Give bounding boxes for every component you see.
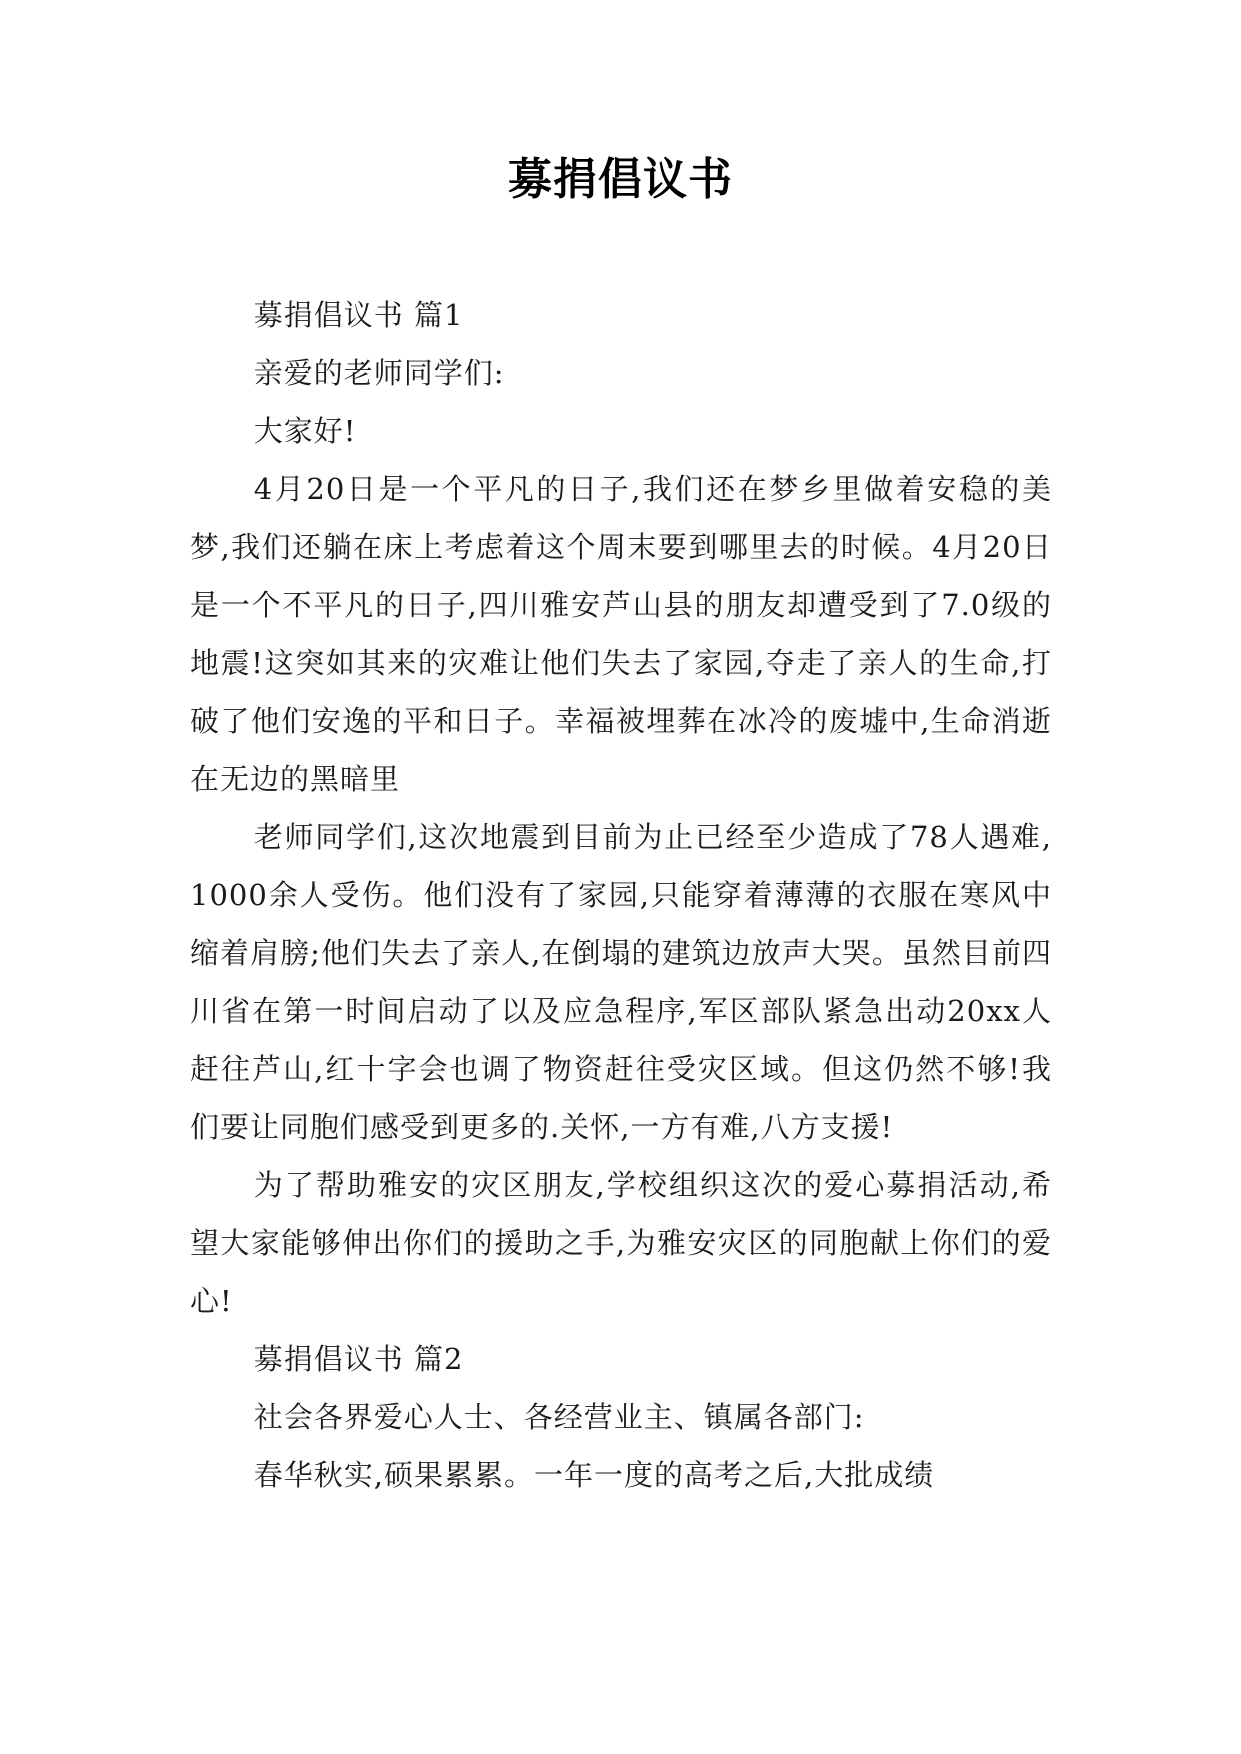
salutation: 社会各界爱心人士、各经营业主、镇属各部门: [253,1400,865,1434]
section-heading-2: 募捐倡议书 篇2 [253,1342,464,1376]
paragraph: 为了帮助雅安的灾区朋友,学校组织这次的爱心募捐活动,希望大家能够伸出你们的援助之手,为雅安灾区的同胞献上你们的爱心! [190,1168,1052,1318]
paragraph: 老师同学们,这次地震到目前为止已经至少造成了78人遇难,1000余人受伤。他们没有了家园,只能穿着薄薄的衣服在寒风中缩着肩膀;他们失去了亲人,在倒塌的建筑边放声大哭。虽然目前四川省在第一时间启动了以及应急程序,军区部队紧急出动20xx人赶往芦山,红十字会也调了物资赶往受灾区域。但这仍然不够!我们要让同胞们感受到更多的.关怀,一方有难,八方支援! [190,820,1052,1144]
paragraph: 4月20日是一个平凡的日子,我们还在梦乡里做着安稳的美梦,我们还躺在床上考虑着这个周末要到哪里去的时候。4月20日是一个不平凡的日子,四川雅安芦山县的朋友却遭受到了7.0级的地震!这突如其来的灾难让他们失去了家园,夺走了亲人的生命,打破了他们安逸的平和日子。幸福被埋葬在冰冷的废墟中,生命消逝在无边的黑暗里 [190,472,1052,796]
greeting: 大家好! [253,414,357,448]
section-heading-1: 募捐倡议书 篇1 [253,298,464,332]
paragraph: 春华秋实,硕果累累。一年一度的高考之后,大批成绩 [253,1458,935,1492]
document-body [190,286,1052,1504]
salutation: 亲爱的老师同学们: [253,356,505,390]
document-title: 募捐倡议书 [508,154,733,205]
